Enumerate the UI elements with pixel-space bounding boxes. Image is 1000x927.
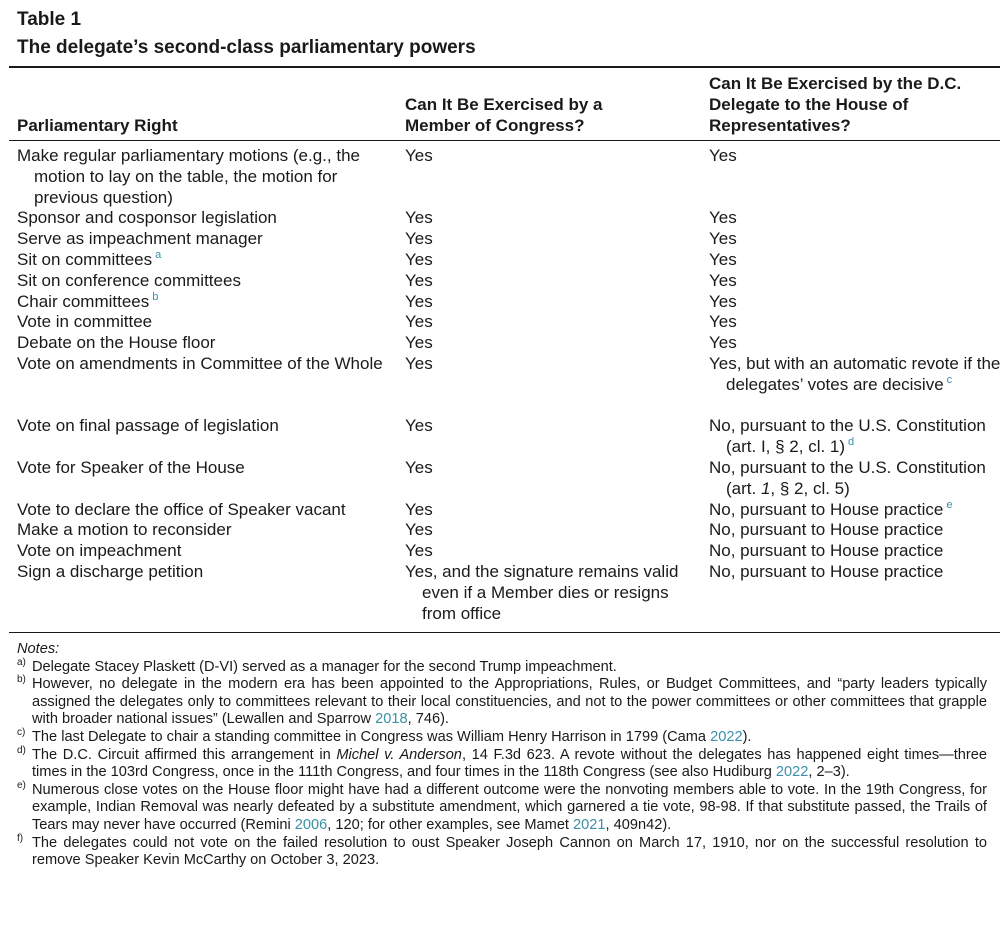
table-row (0, 333, 1000, 354)
member-cell: Yes (405, 353, 433, 373)
member-cell: Yes (405, 541, 433, 561)
bottom-rule (9, 632, 1000, 633)
table-row (0, 562, 1000, 624)
member-cell: Yes (405, 520, 433, 540)
delegate-text: No, pursuant to House practice (709, 499, 944, 519)
case-name: Michel v. Anderson (336, 746, 462, 763)
right-cell: Debate on the House floor (17, 333, 216, 353)
table-row (0, 458, 1000, 500)
notes-heading: Notes: (17, 641, 60, 657)
table-row (0, 520, 1000, 541)
footnote-ref[interactable]: c (946, 373, 953, 386)
header-delegate-line-2: Delegate to the House of (709, 95, 909, 114)
footnote-text: Numerous close votes on the House floor might have had a different outcome were the nonvoting members able to vote. In the 19th Congress, for example, Indian Removal was nearly defeated by a substitute amendment, which garnered a tie vote, 98-98. If that substitute passed, the Trails of Tears may never have occurred (Remini (32, 781, 987, 833)
right-cell: Vote on final passage of legislation (17, 416, 279, 436)
footnote-ref[interactable]: b (152, 290, 159, 303)
delegate-cell: Yes (709, 312, 737, 332)
delegate-cell: No, pursuant to House practice (709, 520, 944, 540)
delegate-text-a: No, pursuant to the U.S. Constitution (art. (709, 457, 986, 498)
header-member-line-2: Member of Congress? (405, 116, 585, 135)
delegate-cell: Yes (709, 333, 737, 353)
member-cell: Yes (405, 146, 433, 165)
table-label: Table 1 (17, 9, 82, 30)
footnote (17, 779, 987, 835)
table-row (0, 146, 1000, 208)
delegate-text-c: , § 2, cl. 5) (770, 478, 850, 498)
footnote-marker: e) (17, 779, 26, 791)
footnote-ref[interactable]: d (848, 436, 855, 449)
member-cell: Yes (405, 333, 433, 353)
delegate-text: No, pursuant to the U.S. Constitution (art. I, § 2, cl. 1) (709, 416, 986, 457)
right-cell: Serve as impeachment manager (17, 229, 263, 249)
header-delegate (709, 73, 961, 136)
table-row (0, 208, 1000, 229)
member-cell: Yes (405, 249, 433, 269)
footnote-text: The D.C. Circuit affirmed this arrangement in (32, 746, 337, 763)
footnote-marker: f) (17, 832, 24, 844)
footnote (17, 832, 987, 870)
right-cell (17, 250, 406, 271)
delegate-cell (709, 458, 1000, 500)
header-member-line-1: Can It Be Exercised by a (405, 95, 603, 114)
member-cell: Yes, and the signature remains valid even if a Member dies or resigns from office (405, 561, 679, 623)
citation-link[interactable]: 2018 (375, 711, 408, 728)
footnote (17, 676, 987, 729)
footnote (17, 726, 987, 747)
table-row (0, 292, 1000, 313)
table-row (0, 250, 1000, 271)
right-cell: Vote in committee (17, 312, 153, 332)
delegate-cell: Yes (709, 208, 737, 228)
right-cell: Sponsor and cosponsor legislation (17, 208, 277, 228)
delegate-cell: Yes (709, 249, 737, 269)
table-row (0, 500, 1000, 521)
footnote-marker: d) (17, 744, 26, 756)
footnote-text: The last Delegate to chair a standing committee in Congress was William Henry Harrison in 1799 (Cama (32, 728, 711, 745)
right-cell (17, 292, 406, 313)
delegate-text-b: 1 (760, 478, 771, 498)
header-member (405, 94, 602, 136)
citation-link[interactable]: 2022 (710, 728, 743, 745)
right-cell: Vote to declare the office of Speaker vacant (17, 499, 346, 519)
member-cell: Yes (405, 291, 433, 311)
table-row (0, 541, 1000, 562)
delegate-cell: Yes (709, 229, 737, 249)
right-cell: Vote on amendments in Committee of the Whole (17, 353, 383, 373)
header-rule (9, 140, 1000, 141)
right-cell: Sit on conference committees (17, 270, 241, 290)
right-cell: Vote for Speaker of the House (17, 457, 245, 477)
header-delegate-line-3: Representatives? (709, 116, 851, 135)
footnote-ref[interactable]: a (155, 248, 162, 261)
delegate-cell: Yes (709, 270, 737, 290)
footnote-text: Delegate Stacey Plaskett (D-VI) served as a manager for the second Trump impeachment. (32, 658, 617, 675)
footnote-text: However, no delegate in the modern era has been appointed to the Appropriations, Rules, or Budget Committees, and “party leaders typically assigned the delegates only to committees relevant to their local constituencies, and not to the power committees or other committees that grapple with broader national issues” (Lewallen and Sparrow (32, 676, 987, 728)
header-right-text: Parliamentary Right (17, 116, 178, 135)
footnote-text: , 2–3). (808, 764, 850, 781)
table-title: The delegate’s second-class parliamentary powers (17, 37, 476, 58)
delegate-cell: Yes (709, 146, 737, 165)
table-notes (17, 641, 987, 870)
table-row (0, 354, 1000, 416)
table-row (0, 229, 1000, 250)
right-cell: Make a motion to reconsider (17, 520, 232, 540)
delegate-cell: No, pursuant to House practice (709, 541, 944, 561)
footnote (17, 656, 987, 677)
table-row (0, 312, 1000, 333)
delegate-cell (709, 354, 1000, 396)
table-row (0, 271, 1000, 292)
member-cell: Yes (405, 416, 433, 436)
footnote (17, 744, 988, 782)
delegate-cell: No, pursuant to House practice (709, 561, 944, 581)
footnote-ref[interactable]: e (946, 498, 953, 511)
member-cell: Yes (405, 499, 433, 519)
delegate-text: Yes, but with an automatic revote if the delegates’ votes are decisive (709, 353, 1000, 394)
member-cell: Yes (405, 457, 433, 477)
right-text: Chair committees (17, 291, 150, 311)
member-cell: Yes (405, 229, 433, 249)
header-delegate-line-1: Can It Be Exercised by the D.C. (709, 74, 962, 93)
citation-link[interactable]: 2022 (775, 764, 809, 781)
right-text: Sit on committees (17, 249, 153, 269)
footnote-text: ). (742, 728, 752, 745)
footnote-marker: a) (17, 656, 26, 668)
delegate-cell (709, 416, 1000, 458)
member-cell: Yes (405, 270, 433, 290)
member-cell: Yes (405, 208, 433, 228)
footnote-text: , 14 F.3d 623. A revote without the delegates has happened eight times—three times in the 103rd Congress, once in the 111th Congress, and four times in the 118th Congress (see also Hudiburg (32, 746, 988, 781)
footnote-marker: b) (17, 674, 26, 686)
citation-link[interactable]: 2006 (294, 816, 328, 833)
delegate-cell: Yes (709, 291, 737, 311)
citation-link[interactable]: 2021 (573, 816, 606, 833)
footnote-text: , 409n42). (605, 816, 672, 833)
footnote-text: , 120; for other examples, see Mamet (327, 816, 574, 833)
footnote-text: , 746). (407, 711, 449, 728)
table-body (0, 146, 1000, 624)
right-cell: Vote on impeachment (17, 541, 182, 561)
table-row (0, 416, 1000, 458)
member-cell: Yes (405, 312, 433, 332)
top-rule (9, 66, 1000, 68)
right-cell: Sign a discharge petition (17, 561, 204, 581)
delegate-cell (709, 500, 1000, 521)
footnote-marker: c) (17, 726, 26, 738)
footnote-text: The delegates could not vote on the failed resolution to oust Speaker Joseph Cannon on March 17, 1910, nor on the successful resolution to remove Speaker Kevin McCarthy on October 3, 2023. (32, 834, 987, 869)
right-cell: Make regular parliamentary motions (e.g., the motion to lay on the table, the motion for previous question) (17, 146, 360, 207)
header-parliamentary-right (17, 115, 178, 136)
